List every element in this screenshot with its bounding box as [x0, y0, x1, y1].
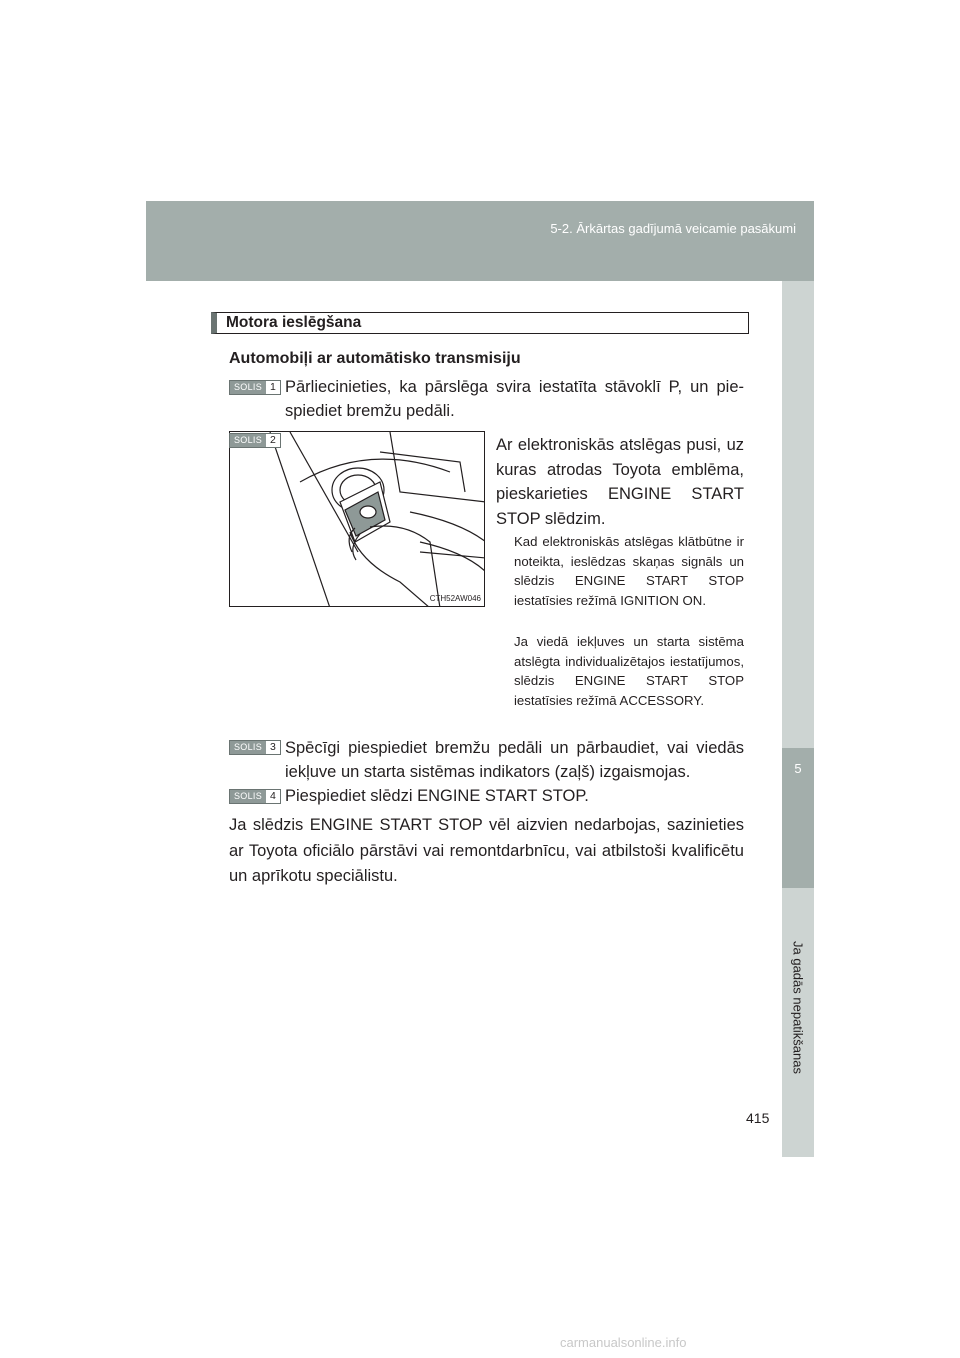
step-badge-word: SOLIS: [230, 434, 266, 447]
step-badge-1: [229, 380, 281, 395]
step-badge-word: SOLIS: [230, 790, 266, 803]
section-title: Motora ieslēgšana: [226, 314, 362, 331]
step-badge-number: 3: [266, 741, 280, 754]
step-badge-number: 1: [266, 381, 280, 394]
key-touch-illustration: [230, 432, 485, 607]
section-heading: [211, 312, 749, 334]
step-badge-number: 2: [266, 434, 280, 447]
step-1-text: Pārliecinieties, ka pārslēga svira iestatīta stāvoklī P, un piespiediet bremžu pedāli.: [285, 378, 744, 420]
step-badge-2: [229, 433, 281, 448]
step-badge-word: SOLIS: [230, 381, 266, 394]
figure-code: CTH52AW046: [429, 594, 481, 603]
step-badge-number: 4: [266, 790, 280, 803]
page-number: 415: [746, 1110, 770, 1126]
header-title: 5-2. Ārkārtas gadījumā veicamie pasākumi: [550, 221, 796, 236]
step-3-text: Spēcīgi piespiediet bremžu pedāli un pārbaudiet, vai viedās iekļuve un starta sistēmas indikators (zaļš) izgaismojas.: [285, 739, 744, 781]
side-strip: [782, 281, 814, 1157]
closing-paragraph: Ja slēdzis ENGINE START STOP vēl aizvien nedarbojas, sazinieties ar Toyota oficiālo pārstāvi vai remontdarbnīcu, vai atbilstoši kvalificētu un aprīkotu speciālistu.: [229, 816, 744, 885]
chapter-label-text: Ja gadās nepatikšanas: [790, 941, 806, 1074]
note-1: Kad elektroniskās atslēgas klātbūtne ir noteikta, ieslēdzas skaņas signāls un slēdzis ENGINE START STOP iestatīsies režīmā IGNITION ON.: [514, 534, 744, 608]
step-badge-3: [229, 740, 281, 755]
step-badge-word: SOLIS: [230, 741, 266, 754]
step-4-text: Piespiediet slēdzi ENGINE START STOP.: [285, 787, 589, 805]
step-2-text: Ar elektroniskās atslēgas pusi, uz kuras atrodas Toyota emblēma, pieskarieties ENGINE START STOP slēdzim.: [496, 436, 744, 528]
note-2: Ja viedā iekļuves un starta sistēma atslēgta individualizētajos iestatījumos, slēdzis ENGINE START STOP iestatīsies režīmā ACCESSORY.: [514, 634, 744, 708]
step-badge-4: [229, 789, 281, 804]
illustration-key-start-button: [229, 431, 485, 607]
chapter-label: [778, 941, 818, 1201]
header-band: [146, 201, 814, 281]
watermark: carmanualsonline.info: [560, 1335, 687, 1350]
chapter-number: 5: [794, 761, 802, 776]
subheading: Automobiļi ar automātisko transmisiju: [229, 350, 521, 367]
